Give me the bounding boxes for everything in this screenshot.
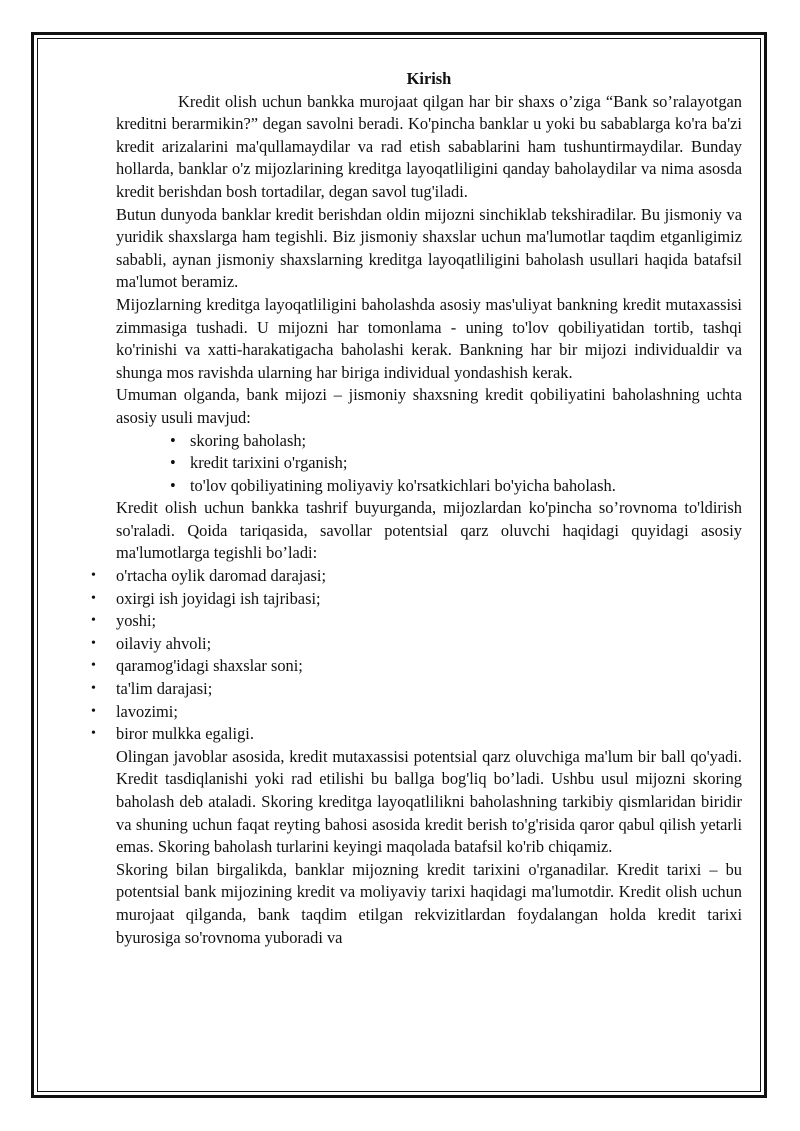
- list-item: • to'lov qobiliyatining moliyaviy ko'rsatkichlari bo'yicha baholash.: [170, 475, 742, 498]
- document-body: [91, 68, 742, 949]
- list-item: • biror mulkka egaligi.: [116, 723, 742, 746]
- bullet-icon: •: [91, 635, 96, 651]
- paragraph-credit-specialist: Mijozlarning kreditga layoqatliligini baholashda asosiy mas'uliyat bankning kredit mutaxassisi zimmasiga tushadi. U mijozni har tomonlama - uning to'lov qobiliyatidan tortib, tashqi ko'rinishi va xatti-harakatigacha baholashi kerak. Bankning har bir mijozi individualdir va shunga mos ravishda ularning har biriga individual yondashish kerak.: [116, 294, 742, 382]
- bullet-icon: •: [91, 703, 96, 719]
- list-item: • ta'lim darajasi;: [116, 678, 742, 701]
- bullet-icon: •: [170, 430, 176, 450]
- bullet-icon: •: [91, 726, 96, 742]
- bullet-icon: •: [91, 590, 96, 606]
- paragraph-methods-intro: Umuman olganda, bank mijozi – jismoniy shaxsning kredit qobiliyatini baholashning uchta asosiy usuli mavjud:: [116, 385, 742, 427]
- bullet-icon: •: [91, 613, 96, 629]
- bullet-icon: •: [91, 658, 96, 674]
- bullet-icon: •: [170, 453, 176, 473]
- list-item: • kredit tarixini o'rganish;: [170, 452, 742, 475]
- paragraph-scoring: Olingan javoblar asosida, kredit mutaxassisi potentsial qarz oluvchiga ma'lum bir ball qo'yadi. Kredit tasdiqlanishi yoki rad etilishi bu ballga bog'liq bo’ladi. Ushbu usul mijozni skoring baholash deb ataladi. Skoring kreditga layoqatlilikni baholashning tarkibiy qismlaridan biridir va shuning uchun faqat reyting bahosi asosida kredit berish to'g'risida qaror qabul qilish yetarli emas. Skoring baholash turlarini keyingi maqolada batafsil ko'rib chiqamiz.: [116, 746, 742, 857]
- bullet-icon: •: [91, 568, 96, 584]
- questionnaire-list: [91, 565, 742, 746]
- list-item: • skoring baholash;: [170, 430, 742, 453]
- list-item: • lavozimi;: [116, 701, 742, 724]
- list-item: • yoshi;: [116, 610, 742, 633]
- paragraph-questionnaire-intro: Kredit olish uchun bankka tashrif buyurganda, mijozlardan ko'pincha so’rovnoma to'ldirish so'raladi. Qoida tariqasida, savollar potentsial qarz oluvchi haqidagi quyidagi asosiy ma'lumotlarga tegishli bo’ladi:: [116, 498, 742, 563]
- list-item: • o'rtacha oylik daromad darajasi;: [116, 565, 742, 588]
- paragraph-credit-history: Skoring bilan birgalikda, banklar mijozning kredit tarixini o'rganadilar. Kredit tarixi – bu potentsial bank mijozining kredit va moliyaviy tarixi haqidagi ma'lumotdir. Kredit olish uchun murojaat qilganda, bank taqdim etilgan rekvizitlardan foydalangan holda kredit tarixi byurosiga so'rovnoma yuboradi va: [116, 859, 742, 947]
- methods-list: [116, 430, 742, 498]
- paragraph-bank-checks: Butun dunyoda banklar kredit berishdan oldin mijozni sinchiklab tekshiradilar. Bu jismoniy va yuridik shaxslarga ham tegishli. Biz jismoniy shaxslar uchun ma'lumotlar taqdim etganligimiz sababli, aynan jismoniy shaxslarning kreditga layoqatliligini baholash usullari haqida batafsil ma'lumot beramiz.: [116, 204, 742, 292]
- document-title: Kirish: [406, 69, 452, 88]
- bullet-icon: •: [170, 475, 176, 495]
- intro-paragraph: Kredit olish uchun bankka murojaat qilgan har bir shaxs o’ziga “Bank so’ralayotgan kreditni berarmikin?” degan savolni beradi. Ko'pincha banklar u yoki bu sabablarga ko'ra ba'zi kredit arizalarini ma'qullamaydilar va rad etish sabablarini ham tushuntirmaydilar. Bunday hollarda, banklar o'z mijozlarining kreditga layoqatliligini qanday baholaydilar va nima asosda kredit berishdan bosh tortadilar, degan savol tug'iladi.: [116, 91, 742, 201]
- list-item: • oilaviy ahvoli;: [116, 633, 742, 656]
- list-item: • oxirgi ish joyidagi ish tajribasi;: [116, 588, 742, 611]
- list-item: • qaramog'idagi shaxslar soni;: [116, 655, 742, 678]
- bullet-icon: •: [91, 681, 96, 697]
